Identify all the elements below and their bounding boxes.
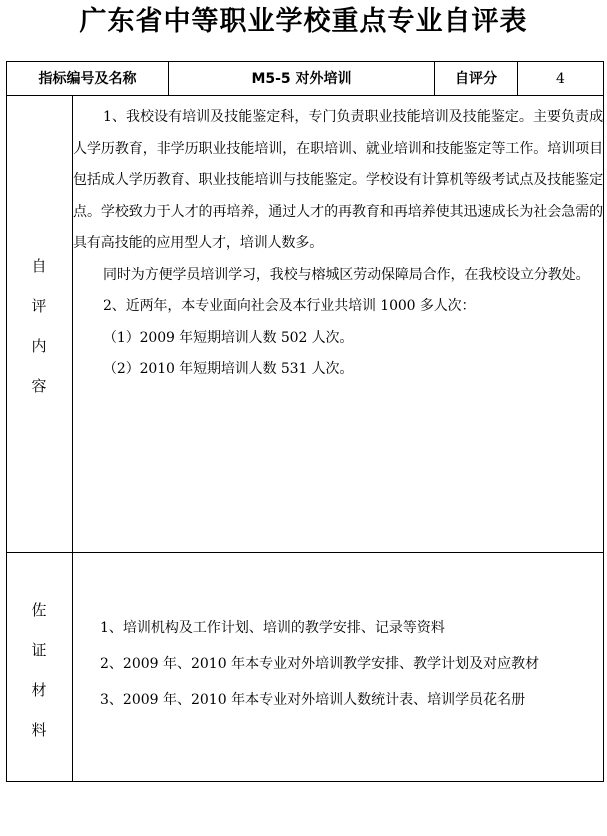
self-eval-paragraph: （1）2009 年短期培训人数 502 人次。 — [103, 329, 354, 346]
self-eval-paragraph: （2）2010 年短期培训人数 531 人次。 — [103, 361, 354, 377]
evidence-label-char: 佐 — [31, 601, 47, 619]
self-eval-paragraph: 2、近两年，本专业面向社会及本行业共培训 1000 多人次： — [103, 298, 476, 314]
score-label: 自评分 — [455, 70, 497, 87]
evidence-label — [6, 590, 72, 750]
table-border-bottom — [6, 781, 604, 782]
self-eval-paragraph: 同时为方便学员培训学习，我校与榕城区劳动保障局合作，在我校设立分教处。 — [103, 266, 590, 283]
evidence-label-char: 证 — [31, 641, 47, 659]
self-eval-paragraph: 1、我校设有培训及技能鉴定科，专门负责职业技能培训及技能鉴定。主要负责成人学历教育，非学历职业技能培训，在职培训、就业培训和技能鉴定等工作。培训项目包括成人学历教育、职业技能培训与技能鉴定。学校设有计算机等级考试点及技能鉴定点。学校致力于人才的再培养，通过人才的再教育和再培养使其迅速成长为社会急需的具有高技能的应用型人才，培训人数多。 — [73, 109, 603, 251]
evidence-label-char: 料 — [31, 721, 47, 739]
score-value: 4 — [556, 70, 565, 87]
page-title: 广东省中等职业学校重点专业自评表 — [79, 6, 528, 37]
self-eval-label — [6, 246, 72, 406]
indicator-label: 指标编号及名称 — [38, 70, 137, 87]
self-eval-label-char: 评 — [31, 297, 47, 315]
self-eval-label-char: 容 — [31, 377, 47, 395]
table-border-right — [603, 61, 604, 782]
self-eval-label-char: 自 — [31, 257, 47, 275]
self-eval-label-char: 内 — [31, 337, 47, 355]
evidence-list — [100, 610, 600, 718]
indicator-value: M5-5 对外培训 — [251, 70, 352, 87]
table-border-header-bottom — [6, 95, 604, 96]
evidence-item: 2、2009 年、2010 年本专业对外培训教学安排、教学计划及对应教材 — [100, 656, 540, 672]
table-border-section-divider — [6, 552, 604, 553]
evidence-item: 3、2009 年、2010 年本专业对外培训人数统计表、培训学员花名册 — [100, 692, 526, 708]
evidence-label-char: 材 — [31, 681, 47, 699]
evidence-item: 1、培训机构及工作计划、培训的教学安排、记录等资料 — [100, 620, 445, 636]
self-eval-content — [73, 102, 603, 386]
